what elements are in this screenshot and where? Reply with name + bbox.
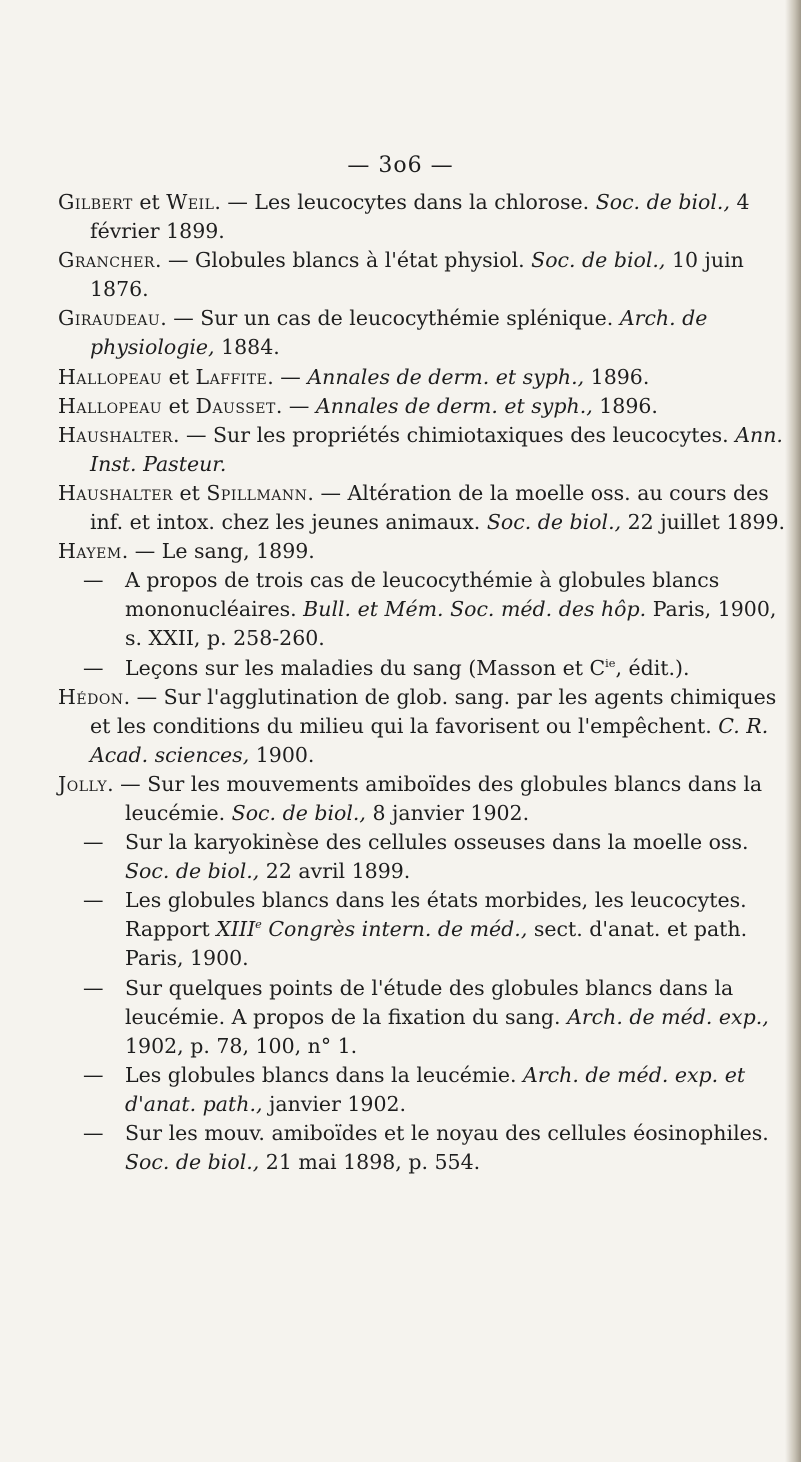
publication-title: Arch. de physiologie, [90, 306, 708, 360]
publication-title: Congrès intern. de méd., [261, 917, 528, 942]
author-name: Grancher [58, 248, 155, 273]
author-name: Laffite [195, 364, 268, 389]
author-name: Jolly [58, 771, 108, 796]
citation-text: 1896. [584, 364, 650, 389]
citation-text: 1896. [592, 393, 658, 418]
citation-text: et [162, 393, 196, 418]
bibliography-entry [58, 683, 788, 770]
publication-title: Soc. de biol., [486, 510, 622, 535]
citation-text: et [172, 480, 207, 505]
bibliography-entry [58, 421, 788, 479]
citation-text: 1902, p. 78, 100, n° 1. [125, 1033, 358, 1058]
citation-text: et [132, 190, 167, 214]
bibliography-entry [58, 479, 788, 537]
citation-text: . — Sur l'agglutination de glob. sang. par les agents chimiques et les conditions du milieu qui la favorisent ou l'empêchent. [90, 684, 777, 738]
ditto-dash: — [83, 1121, 104, 1145]
bibliography-entry [58, 392, 788, 421]
bibliography-sub-entry [58, 1061, 788, 1119]
citation-text: 21 mai 1898, p. 554. [259, 1150, 481, 1175]
citation-text: . — [275, 393, 316, 418]
publication-title: Annales de derm. et syph., [307, 364, 585, 389]
bibliography-sub-entry [58, 974, 788, 1061]
bibliography-list [58, 188, 788, 1177]
citation-text: 22 avril 1899. [259, 859, 411, 884]
citation-text: ie [605, 656, 616, 670]
bibliography-entry [58, 304, 788, 362]
page-number: — 3o6 — [347, 153, 454, 178]
ditto-dash: — [83, 655, 104, 680]
citation-text: . — [107, 771, 148, 796]
citation-text: Les globules blancs dans la leucémie. [125, 1062, 524, 1087]
author-name: Haushalter [58, 422, 173, 447]
bibliography-sub-entry [58, 886, 788, 973]
bibliography-sub-entry [58, 828, 788, 886]
ditto-dash: — [83, 568, 104, 593]
citation-text: , édit.). [615, 655, 690, 680]
ditto-dash: — [83, 888, 104, 913]
citation-text: sect. d'anat. et path. Paris, 1900. [125, 917, 748, 971]
bibliography-sub-entry [58, 1119, 788, 1177]
publication-title: C. R. Acad. sciences, [90, 713, 769, 767]
citation-text: . — Sur les propriétés chimiotaxiques des leucocytes. [172, 422, 736, 447]
bibliography-entry [58, 246, 788, 304]
citation-text: 22 juillet 1899. [621, 510, 786, 535]
author-name: Hédon [58, 684, 124, 709]
citation-text: 8 janvier 1902. [365, 800, 530, 825]
bibliography-entry [58, 537, 788, 566]
author-name: Hallopeau [58, 364, 163, 389]
citation-text: Sur les mouv. amiboïdes et le noyau des cellules éosinophiles. [125, 1121, 769, 1145]
bibliography-entry [58, 770, 788, 828]
citation-text: Leçons sur les maladies du sang (Masson et C [125, 655, 606, 680]
citation-text: et [162, 364, 196, 389]
bibliography-entry [58, 363, 788, 392]
citation-text: . — Globules blancs à l'état physiol. [154, 248, 532, 273]
citation-text: 4 février 1899. [90, 190, 750, 244]
citation-text: A propos de trois cas de leucocythémie à globules blancs mononucléaires. [125, 568, 720, 622]
publication-title: Soc. de biol., [531, 248, 666, 273]
bibliography-entry [58, 188, 788, 246]
citation-text: Paris, 1900, s. XXII, p. 258-260. [125, 597, 777, 651]
publication-title: Arch. de méd. exp., [567, 1004, 769, 1029]
citation-text: Sur les mouvements amiboïdes des globules blancs dans la leucémie. [125, 771, 763, 825]
bibliography-sub-entry [58, 654, 788, 683]
publication-title: Bull. et Mém. Soc. méd. des hôp. [303, 597, 647, 622]
author-name: Hayem [58, 539, 122, 564]
publication-title: Soc. de biol., [595, 190, 730, 214]
ditto-dash: — [83, 830, 104, 855]
citation-text: janvier 1902. [262, 1091, 407, 1116]
publication-title: Soc. de biol., [231, 800, 366, 825]
citation-text: . — Les leucocytes dans la chlorose. [214, 190, 596, 214]
ditto-dash: — [83, 1062, 104, 1087]
publication-title: Soc. de biol., [125, 859, 260, 884]
author-name: Hallopeau [58, 393, 163, 418]
publication-title: e [255, 918, 262, 932]
publication-title: Arch. de méd. exp. et d'anat. path., [125, 1062, 746, 1116]
publication-title: Annales de derm. et syph., [315, 393, 593, 418]
ditto-dash: — [83, 975, 104, 1000]
publication-title: Ann. Inst. Pasteur. [90, 422, 783, 476]
citation-text: Les globules blancs dans les états morbides, les leucocytes. Rapport [125, 888, 747, 942]
author-name: Spillmann [206, 480, 308, 505]
author-name: Weil [166, 190, 215, 214]
publication-title: XIII [216, 917, 256, 942]
citation-text: 1900. [249, 742, 315, 767]
citation-text: Sur la karyokinèse des cellules osseuses dans la moelle oss. [125, 830, 749, 855]
citation-text: . — [267, 364, 308, 389]
citation-text: Sur quelques points de l'étude des globules blancs dans la leucémie. A propos de la fixation du sang. [125, 975, 734, 1029]
author-name: Haushalter [58, 480, 173, 505]
citation-text: . — Le sang, 1899. [121, 539, 315, 564]
citation-text: 1884. [214, 335, 280, 360]
author-name: Dausset [195, 393, 276, 418]
citation-text: . — Sur un cas de leucocythémie splénique. [160, 306, 620, 331]
author-name: Gilbert [58, 190, 133, 214]
publication-title: Soc. de biol., [125, 1150, 260, 1175]
author-name: Giraudeau [58, 306, 161, 331]
bibliography-sub-entry [58, 566, 788, 653]
citation-text: . — Altération de la moelle oss. au cours des inf. et intox. chez les jeunes animaux. [90, 480, 769, 535]
citation-text: 10 juin 1876. [90, 248, 744, 302]
